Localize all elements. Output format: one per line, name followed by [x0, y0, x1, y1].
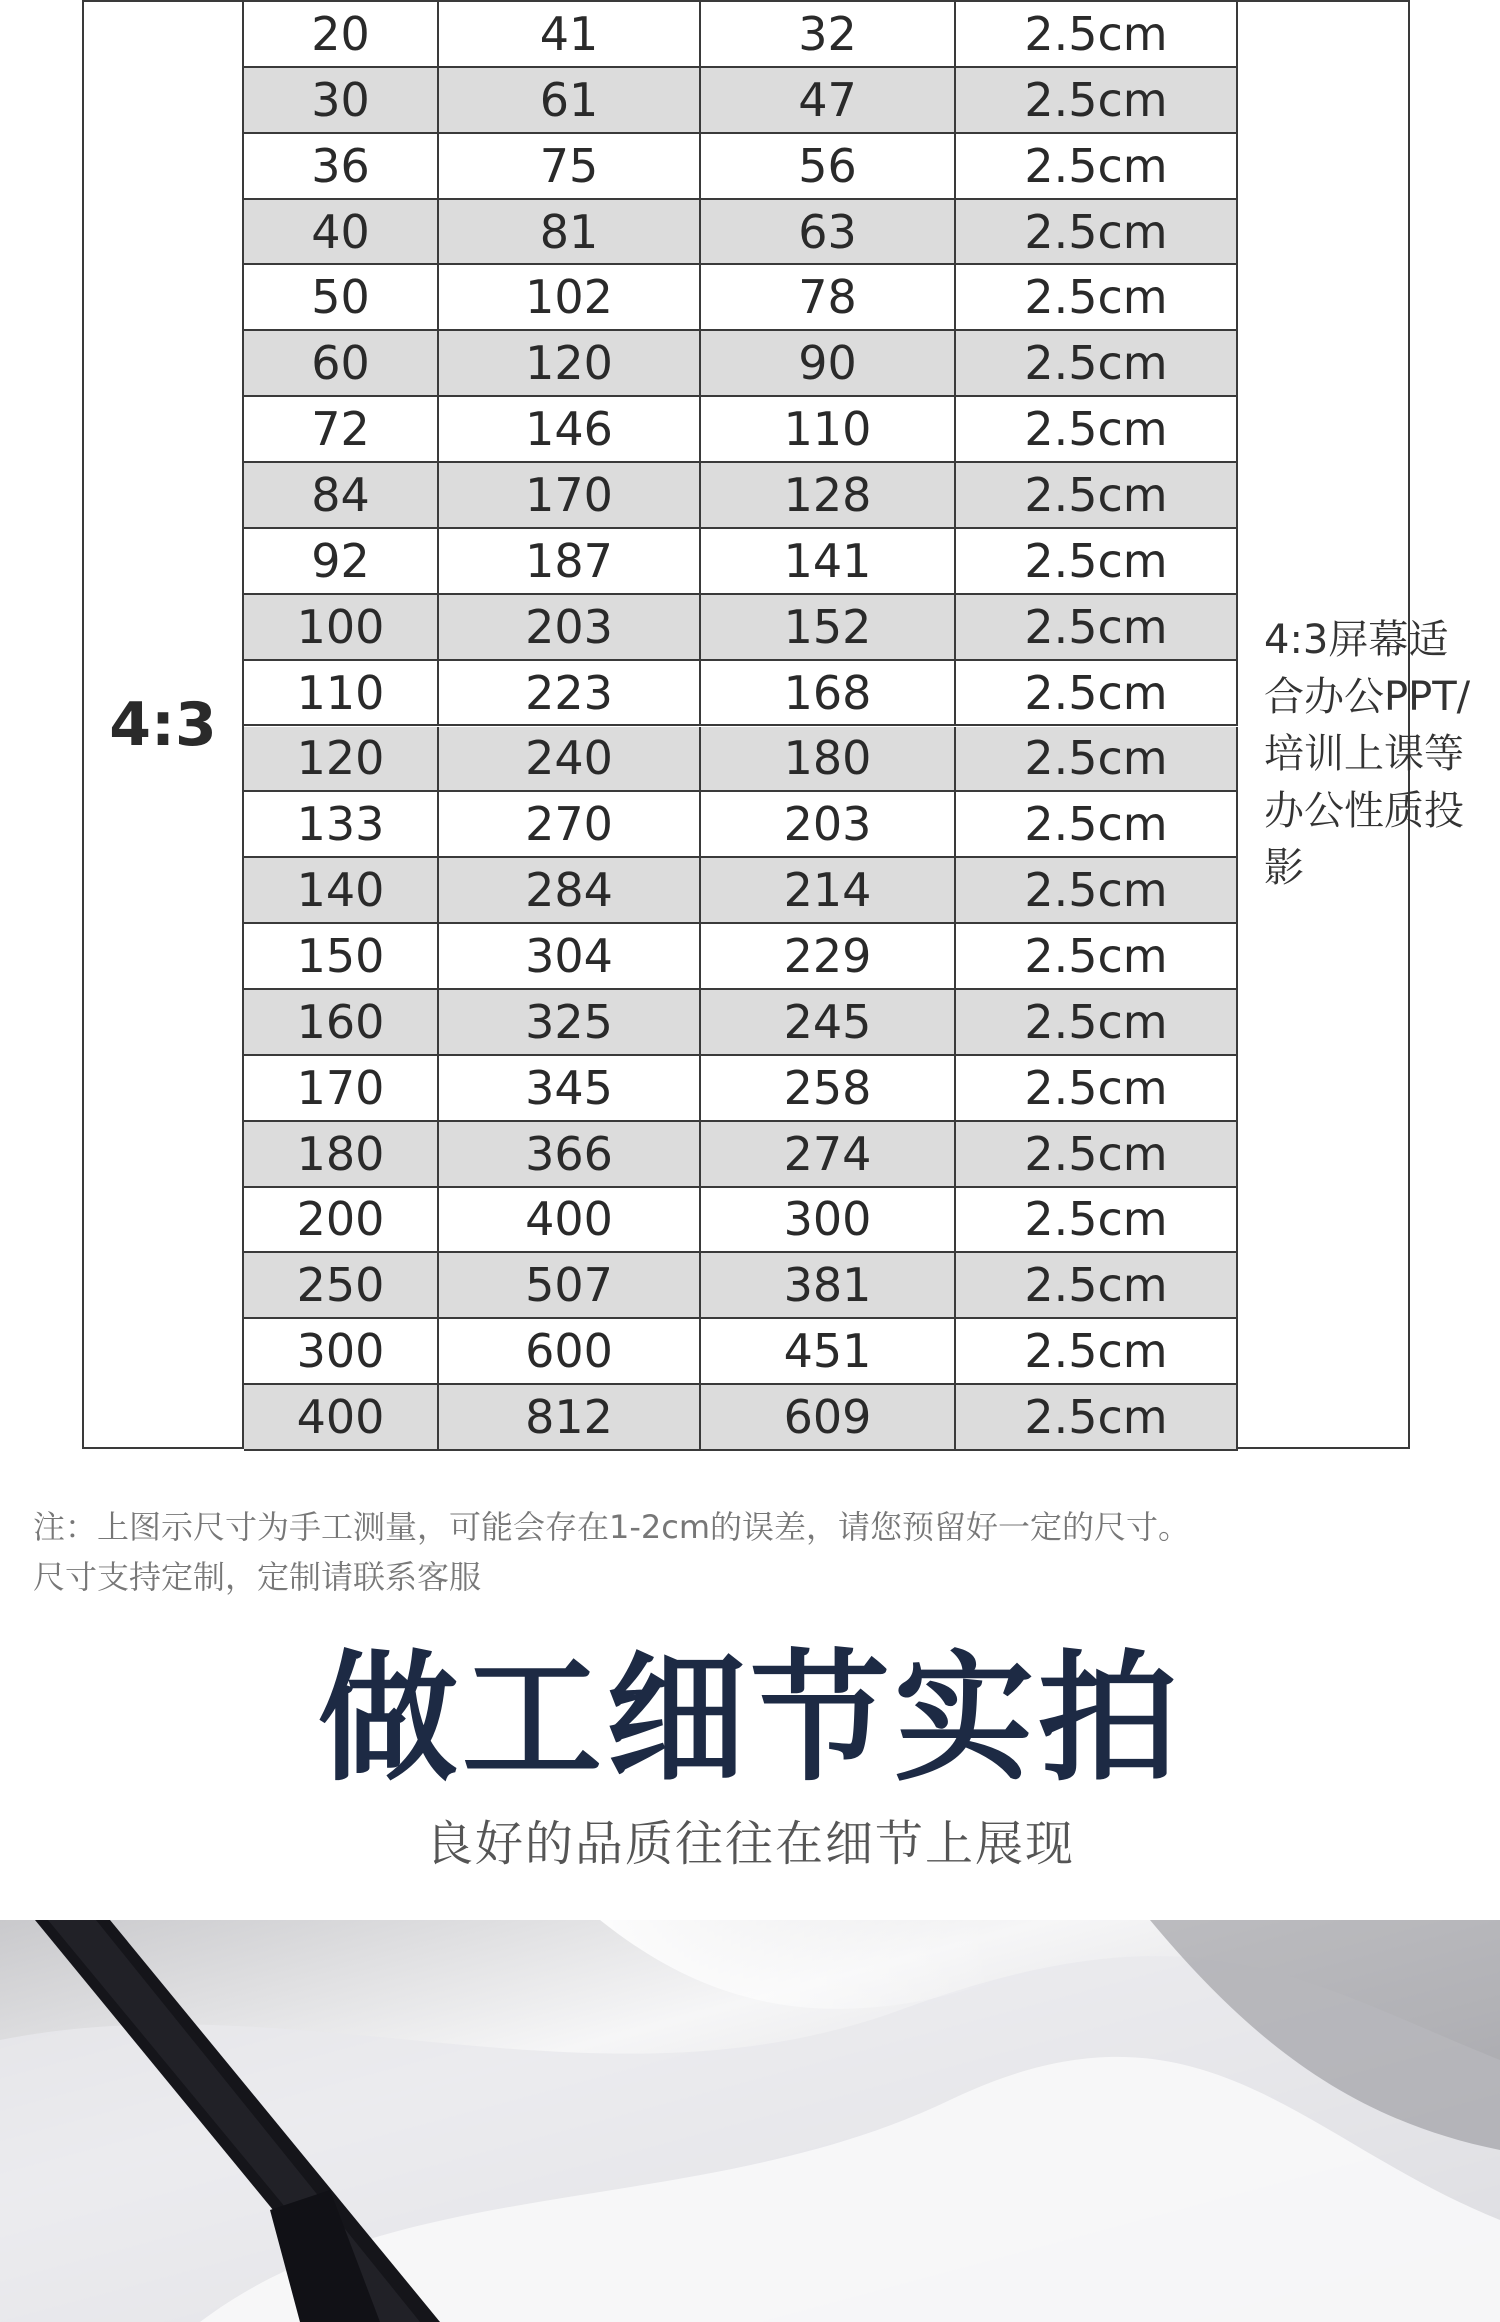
fabric-detail-photo: [0, 1920, 1500, 2322]
table-row: [244, 529, 1238, 595]
width-cell: 284: [439, 858, 701, 922]
screen-size-cell: 84: [244, 463, 439, 527]
height-cell: 451: [701, 1319, 956, 1383]
width-cell: 507: [439, 1253, 701, 1317]
border-cell: 2.5cm: [956, 792, 1238, 856]
table-row: [244, 858, 1238, 924]
height-cell: 47: [701, 68, 956, 132]
border-cell: 2.5cm: [956, 68, 1238, 132]
border-cell: 2.5cm: [956, 661, 1238, 725]
width-cell: 81: [439, 200, 701, 264]
height-cell: 78: [701, 265, 956, 329]
border-cell: 2.5cm: [956, 2, 1238, 66]
height-cell: 609: [701, 1385, 956, 1449]
height-cell: 245: [701, 990, 956, 1054]
border-cell: 2.5cm: [956, 529, 1238, 593]
border-cell: 2.5cm: [956, 134, 1238, 198]
height-cell: 63: [701, 200, 956, 264]
screen-size-cell: 92: [244, 529, 439, 593]
table-row: [244, 1385, 1238, 1451]
size-rows: [244, 2, 1238, 1447]
screen-size-cell: 110: [244, 661, 439, 725]
table-row: [244, 792, 1238, 858]
screen-size-cell: 72: [244, 397, 439, 461]
border-cell: 2.5cm: [956, 1319, 1238, 1383]
screen-size-cell: 400: [244, 1385, 439, 1449]
width-cell: 61: [439, 68, 701, 132]
width-cell: 223: [439, 661, 701, 725]
width-cell: 41: [439, 2, 701, 66]
measurement-note: [33, 1502, 1473, 1602]
height-cell: 229: [701, 924, 956, 988]
screen-size-cell: 150: [244, 924, 439, 988]
border-cell: 2.5cm: [956, 265, 1238, 329]
section-title: 做工细节实拍: [317, 1638, 1182, 1801]
screen-size-cell: 250: [244, 1253, 439, 1317]
width-cell: 187: [439, 529, 701, 593]
width-cell: 325: [439, 990, 701, 1054]
border-cell: 2.5cm: [956, 1056, 1238, 1120]
screen-size-cell: 100: [244, 595, 439, 659]
screen-size-cell: 160: [244, 990, 439, 1054]
note-line-2: 尺寸支持定制，定制请联系客服: [33, 1558, 482, 1596]
screen-size-cell: 36: [244, 134, 439, 198]
border-cell: 2.5cm: [956, 924, 1238, 988]
width-cell: 240: [439, 727, 701, 791]
table-row: [244, 463, 1238, 529]
width-cell: 170: [439, 463, 701, 527]
screen-size-cell: 40: [244, 200, 439, 264]
width-cell: 146: [439, 397, 701, 461]
screen-size-cell: 50: [244, 265, 439, 329]
border-cell: 2.5cm: [956, 1385, 1238, 1449]
height-cell: 258: [701, 1056, 956, 1120]
table-row: [244, 1253, 1238, 1319]
table-row: [244, 1056, 1238, 1122]
border-cell: 2.5cm: [956, 463, 1238, 527]
width-cell: 120: [439, 331, 701, 395]
width-cell: 270: [439, 792, 701, 856]
border-cell: 2.5cm: [956, 595, 1238, 659]
screen-size-cell: 200: [244, 1188, 439, 1252]
width-cell: 400: [439, 1188, 701, 1252]
table-row: [244, 265, 1238, 331]
screen-size-cell: 300: [244, 1319, 439, 1383]
screen-size-cell: 133: [244, 792, 439, 856]
height-cell: 152: [701, 595, 956, 659]
width-cell: 304: [439, 924, 701, 988]
height-cell: 141: [701, 529, 956, 593]
border-cell: 2.5cm: [956, 1253, 1238, 1317]
width-cell: 345: [439, 1056, 701, 1120]
border-cell: 2.5cm: [956, 858, 1238, 922]
height-cell: 203: [701, 792, 956, 856]
table-row: [244, 397, 1238, 463]
screen-size-cell: 180: [244, 1122, 439, 1186]
width-cell: 600: [439, 1319, 701, 1383]
table-row: [244, 595, 1238, 661]
border-cell: 2.5cm: [956, 1122, 1238, 1186]
screen-size-cell: 60: [244, 331, 439, 395]
height-cell: 180: [701, 727, 956, 791]
width-cell: 102: [439, 265, 701, 329]
section-subtitle: 良好的品质往往在细节上展现: [424, 1816, 1075, 1872]
height-cell: 32: [701, 2, 956, 66]
table-row: [244, 2, 1238, 68]
border-cell: 2.5cm: [956, 397, 1238, 461]
table-row: [244, 1188, 1238, 1254]
height-cell: 128: [701, 463, 956, 527]
table-row: [244, 1122, 1238, 1188]
table-row: [244, 727, 1238, 793]
border-cell: 2.5cm: [956, 200, 1238, 264]
height-cell: 56: [701, 134, 956, 198]
height-cell: 90: [701, 331, 956, 395]
height-cell: 214: [701, 858, 956, 922]
border-cell: 2.5cm: [956, 1188, 1238, 1252]
border-cell: 2.5cm: [956, 990, 1238, 1054]
table-row: [244, 661, 1238, 727]
screen-size-cell: 30: [244, 68, 439, 132]
table-row: [244, 134, 1238, 200]
table-row: [244, 1319, 1238, 1385]
table-row: [244, 924, 1238, 990]
height-cell: 168: [701, 661, 956, 725]
border-cell: 2.5cm: [956, 727, 1238, 791]
table-row: [244, 331, 1238, 397]
screen-size-cell: 20: [244, 2, 439, 66]
border-cell: 2.5cm: [956, 331, 1238, 395]
ratio-label: 4:3: [84, 2, 244, 1447]
width-cell: 812: [439, 1385, 701, 1449]
height-cell: 110: [701, 397, 956, 461]
width-cell: 203: [439, 595, 701, 659]
size-table: [82, 0, 1471, 1449]
screen-size-cell: 140: [244, 858, 439, 922]
width-cell: 366: [439, 1122, 701, 1186]
ratio-description: 4:3屏幕适合办公PPT/培训上课等办公性质投影: [1264, 617, 1471, 891]
table-row: [244, 990, 1238, 1056]
height-cell: 300: [701, 1188, 956, 1252]
table-row: [244, 200, 1238, 266]
note-line-1: 注：上图示尺寸为手工测量，可能会存在1-2cm的误差，请您预留好一定的尺寸。: [33, 1508, 1191, 1546]
height-cell: 274: [701, 1122, 956, 1186]
table-row: [244, 68, 1238, 134]
screen-size-cell: 120: [244, 727, 439, 791]
screen-size-cell: 170: [244, 1056, 439, 1120]
height-cell: 381: [701, 1253, 956, 1317]
width-cell: 75: [439, 134, 701, 198]
